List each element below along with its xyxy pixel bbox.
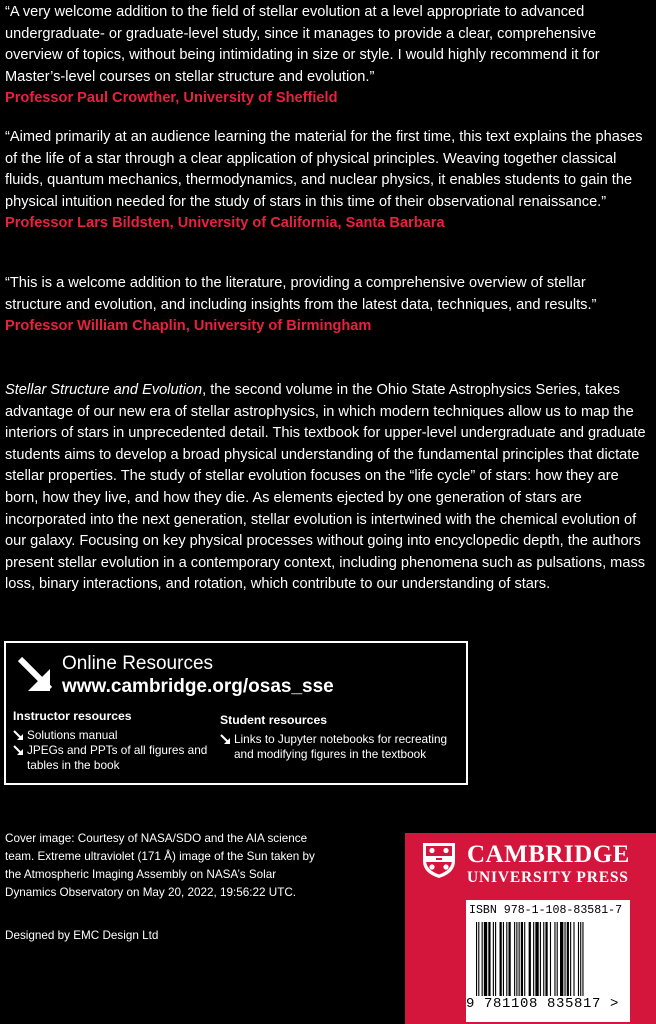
review-quote — [5, 127, 645, 235]
quote-text: “This is a welcome addition to the literature, providing a comprehensive overview of stellar structure and evolution, and including insights from the latest data, techniques, and results.” — [5, 275, 597, 313]
barcode-bar — [516, 922, 517, 996]
arrow-down-right-icon — [13, 745, 24, 756]
barcode-bar — [550, 922, 551, 996]
barcode-bar — [508, 922, 510, 996]
barcode-bar — [545, 922, 547, 996]
designer-credit: Designed by EMC Design Ltd — [5, 929, 159, 942]
list-item-label: JPEGs and PPTs of all figures and tables in the book — [27, 743, 208, 772]
quote-text: “A very welcome addition to the field of stellar evolution at a level appropriate to advanced undergraduate- or graduate-level study, since it manages to provide a clear, comprehensive overview of topics, without being intimidating in size or style. I would highly recommend it for Master’s-level courses on stellar structure and evolution.” — [5, 4, 600, 85]
list-item — [220, 732, 465, 762]
list-item — [13, 743, 213, 773]
list-item-label: Solutions manual — [27, 728, 118, 742]
barcode-bar — [514, 922, 515, 996]
instructor-heading: Instructor resources — [13, 709, 132, 723]
barcode-bar — [557, 922, 558, 996]
barcode-bar — [524, 922, 525, 996]
barcode-bar — [478, 922, 479, 996]
barcode-bar — [580, 922, 581, 996]
barcode-bar — [540, 922, 541, 996]
isbn-number: ISBN 978-1-108-83581-7 — [469, 904, 623, 917]
barcode-bar — [521, 922, 523, 996]
barcode-bar — [493, 922, 494, 996]
barcode-bar — [560, 922, 563, 996]
cambridge-crest-logo — [421, 841, 457, 879]
barcode-bar — [573, 922, 574, 996]
quote-author: Professor William Chaplin, University of Birmingham — [5, 318, 372, 335]
barcode-bar — [533, 922, 534, 996]
barcode-bar — [476, 922, 477, 996]
barcode-bar — [484, 922, 487, 996]
barcode-bar — [570, 922, 571, 996]
barcode-bar — [488, 922, 490, 996]
arrow-down-right-icon — [16, 657, 52, 693]
list-item-label: Links to Jupyter notebooks for recreating and modifying figures in the textbook — [234, 732, 448, 761]
resources-title: Online Resources — [62, 653, 214, 674]
publisher-name: CAMBRIDGE — [467, 841, 630, 868]
student-heading: Student resources — [220, 713, 328, 727]
student-resources — [220, 713, 465, 762]
barcode-bar — [582, 922, 583, 996]
arrow-down-right-icon — [220, 734, 231, 745]
barcode-bar — [564, 922, 565, 996]
barcode-bar — [482, 922, 483, 996]
barcode-bar — [535, 922, 538, 996]
publisher-panel — [405, 833, 656, 1024]
review-quote — [5, 273, 645, 338]
barcode-bar — [578, 922, 579, 996]
quote-author: Professor Lars Bildsten, University of California, Santa Barbara — [5, 215, 445, 232]
quote-text: “Aimed primarily at an audience learning the material for the first time, this text explains the phases of the life of a star through a clear application of physical principles. Weaving together classical fluids, quantum mechanics, thermodynamics, and nuclear physics, it enables students to gain the physical intuition needed for the study of stars in this time of their observational renaissance.” — [5, 129, 643, 210]
barcode-bar — [567, 922, 569, 996]
instructor-resources — [13, 709, 213, 773]
quote-author: Professor Paul Crowther, University of Sheffield — [5, 90, 338, 107]
review-quote — [5, 2, 645, 110]
barcode-bars — [476, 922, 624, 996]
publisher-press: UNIVERSITY PRESS — [467, 869, 629, 886]
list-item — [13, 728, 213, 743]
barcode-bar — [529, 922, 531, 996]
barcode-bar — [495, 922, 496, 996]
online-resources-box — [4, 641, 468, 785]
barcode-bar — [500, 922, 502, 996]
barcode-bar — [554, 922, 555, 996]
barcode-bar — [543, 922, 544, 996]
book-description — [5, 380, 651, 596]
description-body: , the second volume in the Ohio State Astrophysics Series, takes advantage of our new era of stellar astrophysics, in which modern techniques allow us to map the interiors of stars in unprecedented detail. This textbook for upper-level undergraduate and graduate students aims to develop a broad physical understanding of the fundamental principles that dictate stellar properties. The study of stellar evolution focuses on the “life cycle” of stars: how they are born, how they live, and how they die. As elements ejected by one generation of stars are incorporated into the next generation, stellar evolution is intertwined with the chemical evolution of our galaxy. Focusing on key physical processes without going into encyclopedic depth, the authors present stellar evolution in a contemporary context, including phenomena such as pulsations, mass loss, binary interactions, and rotation, which contribute to our understanding of stars. — [5, 382, 646, 593]
resources-url[interactable]: www.cambridge.org/osas_sse — [62, 676, 334, 697]
barcode-bar — [503, 922, 504, 996]
barcode-bar — [519, 922, 520, 996]
ean-digits: 9 781108 835817 > — [466, 996, 620, 1012]
isbn-barcode — [466, 900, 630, 1022]
book-title: Stellar Structure and Evolution — [5, 382, 203, 398]
cover-image-credit: Cover image: Courtesy of NASA/SDO and the AIA science team. Extreme ultraviolet (171 Å) image of the Sun taken by the Atmospheric Imaging Assembly on NASA’s Solar Dynamics Observatory on May 20, 2022, 19:56:22 UTC. — [5, 832, 315, 899]
arrow-down-right-icon — [13, 730, 24, 741]
barcode-bar — [506, 922, 507, 996]
